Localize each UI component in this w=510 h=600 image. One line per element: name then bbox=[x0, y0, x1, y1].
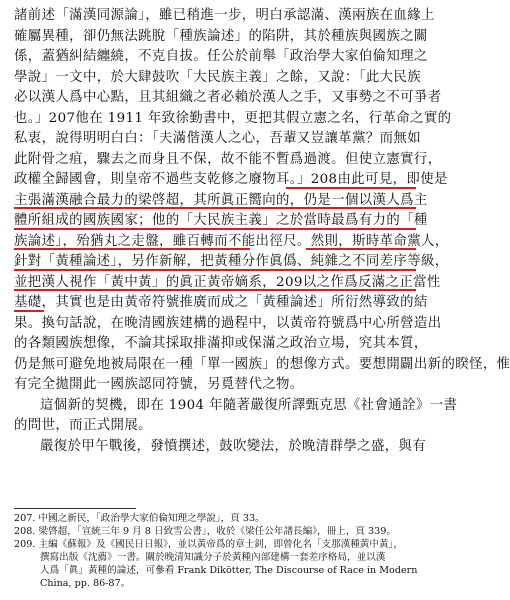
text-line: 係，蓋猶糾結纏繞，不克自拔。任公於前舉「政治學大家伯倫知理之 bbox=[14, 49, 428, 64]
footnotes bbox=[14, 512, 418, 590]
footnote: 209. 主編《蘇報》及《國民日日報》，並以黃帝爲的章士釗，即曾化名「支那漢種黃中黃」， bbox=[14, 539, 403, 550]
text-line: 也。」207他在 1911 年致徐勤書中，更把其假立憲之名，行革命之實的 bbox=[14, 110, 452, 126]
text-line: 並把漢人視作「黃中黃」的眞正黃帝嫡系，209以之作爲反滿之正當性 bbox=[14, 274, 441, 290]
footnote: 208. 梁啓超，「宣統三年 9 月 8 日致雪公書」，收於《梁任公年譜長編》，冊上，頁 339。 bbox=[14, 526, 396, 537]
footnote: China, pp. 86-87。 bbox=[40, 578, 131, 589]
text-line: 的問世，而正式開展。 bbox=[14, 418, 152, 433]
text-line: 私衷，說得明明白白：「夫滿偕漢人之心，吾輩又豈讓革黨？而無如 bbox=[14, 131, 422, 146]
text-line: 嚴復於甲午戰後，發憤撰述，鼓吹變法，於晚清群學之盛，與有 bbox=[40, 438, 427, 454]
red-underline bbox=[14, 207, 416, 209]
text-line: 仍是無可避免地被局限在一種「單一國族」的想像方式。要想開闢出新的睽怪，惟 bbox=[14, 356, 510, 372]
red-underline bbox=[14, 289, 416, 291]
footnote: 人爲「眞」黃種的論述，可參看 Frank Dikötter, The Discourse of Race in Modern bbox=[40, 565, 418, 576]
text-line: 有完全拋開此一國族認同符號，另覓替代之物。 bbox=[14, 377, 304, 392]
text-line: 這個新的契機，即在 1904 年隨著嚴復所譯甄克思《社會通詮》一書 bbox=[40, 397, 458, 413]
text-line: 主張滿漢融合最力的梁啓超，其所眞正嚮向的，仍是一個以漢人爲主 bbox=[14, 192, 428, 208]
red-underline bbox=[14, 248, 250, 250]
text-line: 果。換句話說，在晚清國族建構的過程中，以黃帝符號爲中心所營造出 bbox=[14, 315, 442, 331]
red-underline bbox=[14, 310, 44, 312]
footnote-separator bbox=[14, 508, 136, 509]
text-line: 確屬異種，卻仍無法跳脫「種族論述」的陷阱，其於種族與國族之關 bbox=[14, 28, 428, 44]
text-line: 族論述」，殆猶丸之走盤，雖百轉而不能出徑尺。然則，斯時革命黨人， bbox=[14, 233, 449, 249]
text-line: 基礎，其實也是由黃帝符號推廣而成之「黃種論述」所衍然導致的結 bbox=[14, 295, 428, 310]
body-text bbox=[14, 6, 510, 457]
text-line: 諸前述「滿漢同源論」，雖已稍進一步，明白承認滿、漢兩族在血緣上 bbox=[14, 8, 435, 23]
footnote: 撰寫出版《沈薦》一書。關於晚清知識分子於黃種內部建構一套差序格局，並以漢 bbox=[40, 552, 386, 563]
text-line: 的各類國族想像，不論其採取排滿抑或保滿之政治立場，究其本質， bbox=[14, 336, 428, 351]
text-line: 學說」一文中，於大肆鼓吹「大民族主義」之餘，又說：「此大民族 bbox=[14, 69, 422, 85]
text-line: 針對「黃種論述」，另作新解，把黃種分作眞僞、純雜之不同差序等級， bbox=[14, 254, 449, 269]
text-line: 政權全歸國會，則皇帝不過些支乾修之廢物耳。」208由此可見，即使是 bbox=[14, 172, 448, 187]
red-underline bbox=[306, 248, 416, 250]
text-line: 此附骨之疽，驟去之而身且不保，故不能不暫爲過渡。但使立憲實行， bbox=[14, 151, 442, 167]
red-underline bbox=[14, 269, 416, 271]
footnote: 207. 中國之新民，「政治學大家伯倫知理之學說」，頁 33。 bbox=[14, 513, 265, 524]
text-line: 體所組成的國族國家；他的「大民族主義」之於當時最爲有力的「種 bbox=[14, 213, 428, 228]
red-underline bbox=[14, 228, 416, 230]
red-underline bbox=[286, 187, 416, 189]
text-line: 必以漢人爲中心點，且其組織之者必賴於漢人之手，又事勢之不可爭者 bbox=[14, 90, 442, 105]
